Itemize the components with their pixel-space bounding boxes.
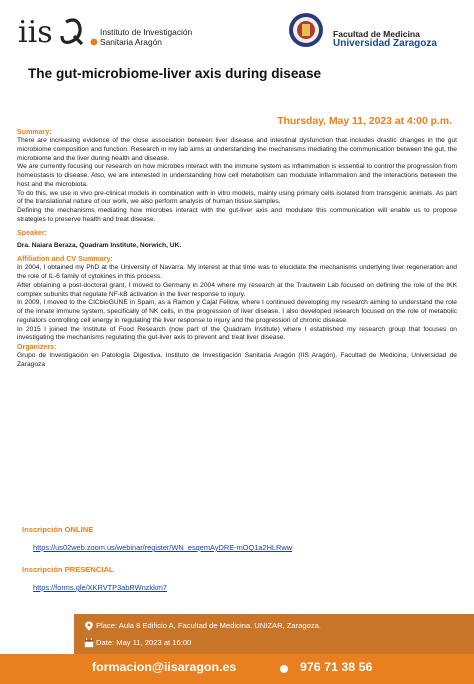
separator-dot-icon <box>280 665 288 673</box>
iis-line1: Instituto de Investigación <box>100 27 193 37</box>
faculty-label: Facultad de Medicina <box>333 29 420 39</box>
summary-paragraph: We are currently focusing our research on how microbes interact with the immune system as inflammation is essential to control the progression from homeostasis to disease. Also, we are interested in understanding how cell metabolism can modulate inflammation and the interactions between the host and the microbiota. <box>17 163 457 188</box>
affiliation-paragraph: In 2009, I moved to the CICbioGUNE in Spain, as a Ramon y Cajal Fellow, where I continued developing my research aiming to understand the role of the innate immune system, specifically of NK cells, in the progression of liver disease. I also developed research focused on the role of metabolic regulators controlling cell energy in regulating the liver response to injury and the progression of chronic disease. <box>17 299 457 324</box>
event-date-time: Date: May 11, 2023 at 16:00 <box>96 638 192 647</box>
inscripcion-presencial-link[interactable]: https://forms.gle/XKRVTP3abRWnzkkm7 <box>33 583 168 592</box>
contact-footer <box>0 654 474 684</box>
university-seal-icon <box>288 12 324 48</box>
organizers-text: Grupo de Investigación en Patología Digestiva. Instituto de Investigación Sanitaria Aragón (IIS Aragón). Facultad de Medicina, Universidad de Zaragoza <box>17 352 457 368</box>
event-place: Place: Aula 8 Edificio A, Facultad de Medicina. UNIZAR, Zaragoza. <box>96 621 321 630</box>
affiliation-heading: Affiliation and CV Summary: <box>17 255 113 264</box>
event-date: Thursday, May 11, 2023 at 4:00 p.m. <box>277 116 452 127</box>
calendar-icon <box>84 638 94 648</box>
affiliation-paragraph: In 2015 I joined the Institute of Food Research (now part of the Quadram Institute) where I established my research group that focuses on investigating the mechanisms regulating the gut-liver axis to prevent and treat liver disease. <box>17 325 457 342</box>
contact-email[interactable]: formacion@iisaragon.es <box>92 660 237 674</box>
location-pin-icon <box>84 621 94 631</box>
summary-paragraph: There are increasing evidence of the close association between liver disease and intestinal dysfunction that includes drastic changes in the gut microbiome composition and function. Research in my lab aims at understanding the mechanisms mediating the communication between the gut, the microbiome and the liver during health and disease. <box>17 137 457 162</box>
svg-text:iis: iis <box>18 15 53 50</box>
speaker-name: Dra. Naiara Beraza, Quadram Institute, Norwich, UK. <box>17 242 182 250</box>
summary-heading: Summary: <box>17 128 52 136</box>
document-body <box>17 128 457 370</box>
affiliation-paragraph: After obtaining a post-doctoral grant, I moved to Germany in 2004 where my research at the Trautwein Lab focused on defining the role of the IKK complex subunits that regulate NF-kB activation in the liver response to injury. <box>17 281 457 298</box>
contact-phone: 976 71 38 56 <box>300 660 373 674</box>
iis-institute-name <box>100 27 192 47</box>
university-label: Universidad Zaragoza <box>333 38 437 49</box>
affiliation-paragraph: In 2004, I obtained my PhD at the University of Navarra. My interest at that time was to elucidate the mechanisms underlying liver regeneration and the role of IL-6 family of cytokines in this process. <box>17 264 457 281</box>
summary-paragraph: Defining the mechanisms mediating how microbes interact with the gut-liver axis and modulate this communication will enable us to propose strategies to preserve health and treat disease. <box>17 207 457 223</box>
speaker-heading: Speaker: <box>17 228 47 237</box>
summary-paragraph: To do this, we use in vivo pre-clinical models in combination with in vitro models, mainly using primary cells isolated from transgenic animals. As part of the translational nature of our work, we also perform analysis of human tissue samples. <box>17 189 457 206</box>
page-title: The gut-microbiome-liver axis during disease <box>28 66 322 81</box>
event-info-bar <box>74 614 474 654</box>
iis-line2: Sanitaria Aragón <box>100 37 162 47</box>
organizers-heading: Organizers: <box>17 343 57 352</box>
inscripcion-online-link[interactable]: https://us02web.zoom.us/webinar/register/WN_esqemAyDRE-mOQ1a2HLRww <box>33 543 293 552</box>
university-name <box>333 29 437 49</box>
iis-aragon-logo <box>18 14 98 50</box>
inscripcion-online-label: Inscripción ONLINE <box>22 525 94 534</box>
inscripcion-presencial-label: Inscripción PRESENCIAL <box>22 565 114 574</box>
header <box>0 0 474 62</box>
